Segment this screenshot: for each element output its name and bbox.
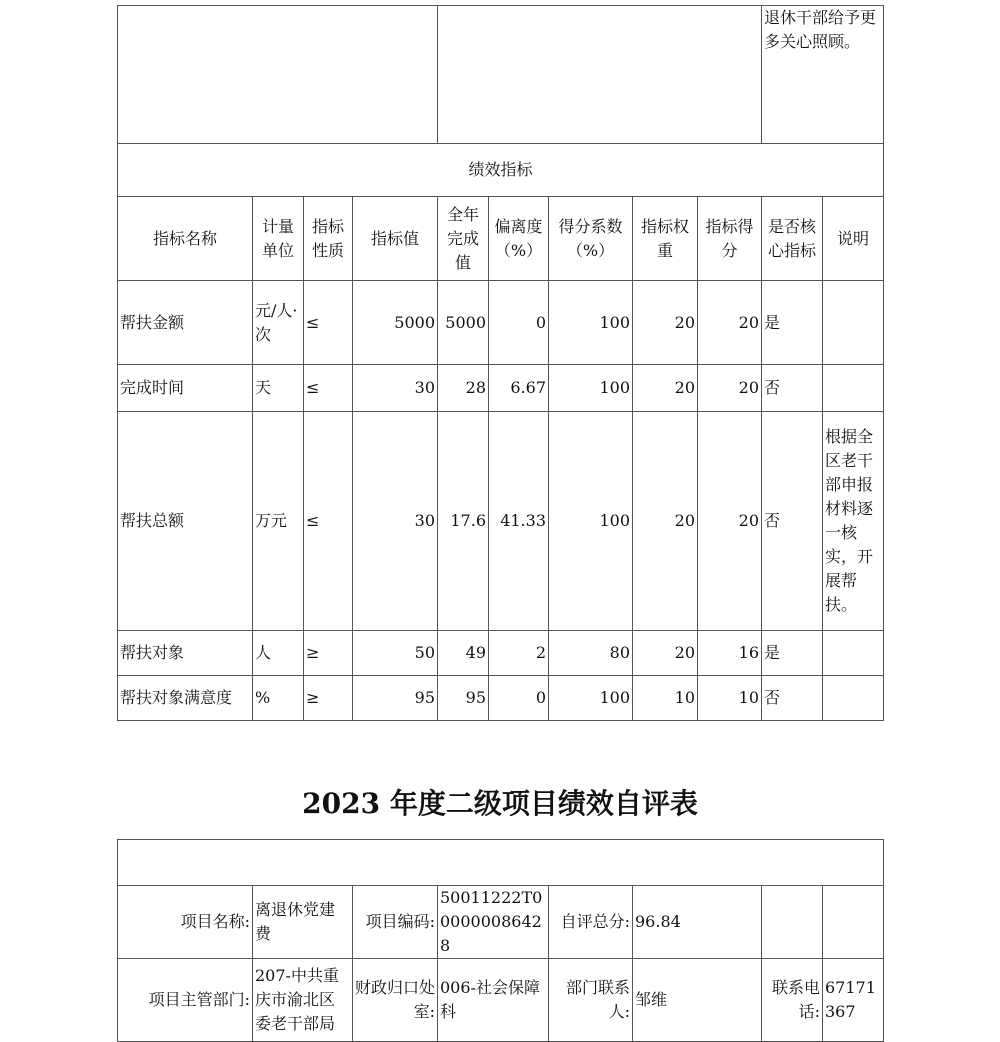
indicator-core: 否: [762, 412, 823, 631]
self-score-value: 96.84: [633, 886, 762, 959]
header-cell: 指标得分: [698, 197, 762, 281]
indicator-note: 根据全区老干部申报材料逐一核实，开展帮扶。: [823, 412, 884, 631]
header-cell: 指标权重: [633, 197, 698, 281]
indicator-actual: 5000: [438, 281, 489, 365]
header-cell: 指标值: [353, 197, 438, 281]
info-row: [118, 959, 884, 1042]
indicator-coef: 80: [549, 631, 633, 676]
indicator-coef: 100: [549, 412, 633, 631]
indicator-target: 30: [353, 412, 438, 631]
table-row: [118, 365, 884, 412]
contact-label: 部门联系人:: [549, 959, 633, 1042]
indicator-actual: 49: [438, 631, 489, 676]
indicator-note: [823, 676, 884, 721]
header-row: [118, 197, 884, 281]
indicator-deviation: 0: [489, 281, 549, 365]
project-code-value: 50011222T000000086428: [438, 886, 549, 959]
header-cell: 指标性质: [304, 197, 353, 281]
indicator-target: 5000: [353, 281, 438, 365]
indicator-score: 16: [698, 631, 762, 676]
performance-table: [117, 5, 884, 721]
indicator-name: 帮扶金额: [118, 281, 253, 365]
indicator-name: 帮扶对象满意度: [118, 676, 253, 721]
indicator-note: [823, 281, 884, 365]
indicator-unit: 万元: [253, 412, 304, 631]
table-row: [118, 281, 884, 365]
header-cell: 得分系数（%）: [549, 197, 633, 281]
indicator-core: 是: [762, 281, 823, 365]
section-title: 绩效指标: [118, 144, 884, 197]
indicator-weight: 20: [633, 365, 698, 412]
dept-label: 项目主管部门:: [118, 959, 253, 1042]
indicator-unit: 元/人·次: [253, 281, 304, 365]
indicator-deviation: 6.67: [489, 365, 549, 412]
indicator-weight: 20: [633, 631, 698, 676]
header-cell: 是否核心指标: [762, 197, 823, 281]
indicator-actual: 17.6: [438, 412, 489, 631]
top-continuation-row: [118, 6, 884, 144]
blank-cell: [762, 886, 823, 959]
header-cell: 计量单位: [253, 197, 304, 281]
indicator-score: 20: [698, 281, 762, 365]
table-row: [118, 676, 884, 721]
info-row: [118, 886, 884, 959]
page-title: 2023 年度二级项目绩效自评表: [302, 787, 698, 820]
indicator-unit: 人: [253, 631, 304, 676]
indicator-actual: 95: [438, 676, 489, 721]
blank-cell: [823, 886, 884, 959]
indicator-target: 95: [353, 676, 438, 721]
table-row: [118, 631, 884, 676]
indicator-deviation: 0: [489, 676, 549, 721]
blank-header-row: [118, 840, 884, 886]
phone-label: 联系电话:: [762, 959, 823, 1042]
indicator-core: 否: [762, 676, 823, 721]
indicator-name: 完成时间: [118, 365, 253, 412]
indicator-actual: 28: [438, 365, 489, 412]
indicator-name: 帮扶对象: [118, 631, 253, 676]
blank-cell: [118, 6, 438, 144]
indicator-target: 30: [353, 365, 438, 412]
header-cell: 偏离度（%）: [489, 197, 549, 281]
phone-value: 67171367: [823, 959, 884, 1042]
finance-label: 财政归口处室:: [353, 959, 438, 1042]
indicator-score: 20: [698, 412, 762, 631]
indicator-unit: 天: [253, 365, 304, 412]
indicator-deviation: 41.33: [489, 412, 549, 631]
indicator-score: 20: [698, 365, 762, 412]
indicator-nature: ≥: [304, 631, 353, 676]
continuation-note: 退休干部给予更多关心照顾。: [762, 6, 884, 144]
indicator-core: 是: [762, 631, 823, 676]
indicator-coef: 100: [549, 676, 633, 721]
indicator-note: [823, 631, 884, 676]
project-name-label: 项目名称:: [118, 886, 253, 959]
indicator-weight: 20: [633, 412, 698, 631]
project-code-label: 项目编码:: [353, 886, 438, 959]
indicator-coef: 100: [549, 281, 633, 365]
contact-value: 邹维: [633, 959, 762, 1042]
project-name-value: 离退休党建费: [253, 886, 353, 959]
project-info-table: [117, 839, 884, 1042]
finance-value: 006-社会保障科: [438, 959, 549, 1042]
indicator-coef: 100: [549, 365, 633, 412]
indicator-nature: ≤: [304, 281, 353, 365]
header-cell: 说明: [823, 197, 884, 281]
table-row: [118, 412, 884, 631]
blank-cell: [438, 6, 762, 144]
indicator-nature: ≤: [304, 365, 353, 412]
indicator-name: 帮扶总额: [118, 412, 253, 631]
self-score-label: 自评总分:: [549, 886, 633, 959]
header-cell: 指标名称: [118, 197, 253, 281]
indicator-weight: 10: [633, 676, 698, 721]
indicator-nature: ≥: [304, 676, 353, 721]
indicator-core: 否: [762, 365, 823, 412]
indicator-deviation: 2: [489, 631, 549, 676]
indicator-score: 10: [698, 676, 762, 721]
header-cell: 全年完成值: [438, 197, 489, 281]
indicator-unit: %: [253, 676, 304, 721]
indicator-note: [823, 365, 884, 412]
dept-value: 207-中共重庆市渝北区委老干部局: [253, 959, 353, 1042]
indicator-weight: 20: [633, 281, 698, 365]
indicator-nature: ≤: [304, 412, 353, 631]
indicator-target: 50: [353, 631, 438, 676]
